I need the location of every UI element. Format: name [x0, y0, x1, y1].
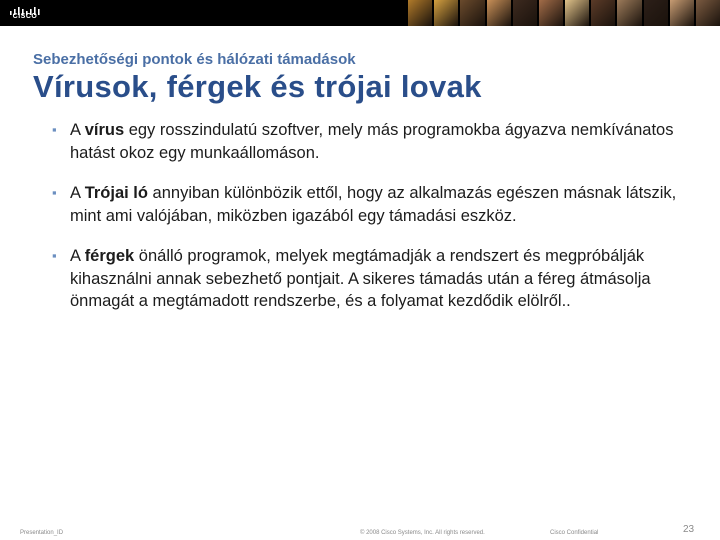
photo-strip	[408, 0, 720, 26]
header-photo	[408, 0, 432, 26]
header-photo	[513, 0, 537, 26]
square-bullet-icon: ▪	[52, 248, 57, 263]
slide-footer	[0, 524, 720, 540]
bullet-term: férgek	[84, 247, 135, 265]
bullet-text: önálló programok, melyek megtámadják a rendszert és megpróbálják kihasználni annak sebezhető pontjait. A sikeres támadás után a féreg átmásolja önmagát a megtámadott rendszerbe, és a folyamat kezdődik elölről..	[70, 247, 651, 310]
footer-confidential: Cisco Confidential	[550, 530, 599, 536]
cisco-logo	[8, 3, 42, 23]
bullet-item-trojan	[52, 182, 692, 227]
bullet-text: egy rosszindulatú szoftver, mely más programokba ágyazva nemkívánatos hatást okoz egy munkaállomáson.	[70, 121, 674, 162]
header-photo	[617, 0, 641, 26]
header-photo	[696, 0, 720, 26]
header-photo	[644, 0, 668, 26]
bullet-term: vírus	[84, 121, 125, 139]
header-photo	[565, 0, 589, 26]
bullet-list	[52, 119, 692, 331]
page-number: 23	[683, 524, 695, 535]
bullet-prefix: A	[70, 247, 85, 265]
bullet-term: Trójai ló	[84, 184, 148, 202]
header-photo	[670, 0, 694, 26]
header-photo	[487, 0, 511, 26]
bullet-prefix: A	[70, 121, 85, 139]
footer-presentation-id: Presentation_ID	[20, 530, 64, 536]
header-photo	[591, 0, 615, 26]
header-photo	[460, 0, 484, 26]
bullet-prefix: A	[70, 184, 85, 202]
header-bar	[0, 0, 720, 26]
bullet-item-virus	[52, 119, 692, 164]
header-photo	[539, 0, 563, 26]
header-photo	[434, 0, 458, 26]
square-bullet-icon: ▪	[52, 122, 57, 137]
bullet-item-worm	[52, 245, 692, 313]
logo-text: CISCO	[12, 13, 38, 20]
footer-copyright: © 2008 Cisco Systems, Inc. All rights reserved.	[360, 530, 485, 536]
slide-title: Vírusok, férgek és trójai lovak	[33, 69, 482, 104]
bullet-text: annyiban különbözik ettől, hogy az alkalmazás egészen másnak látszik, mint ami valójában, miközben igazából egy támadási eszköz.	[70, 184, 677, 225]
square-bullet-icon: ▪	[52, 185, 57, 200]
slide-subtitle: Sebezhetőségi pontok és hálózati támadások	[33, 51, 356, 68]
